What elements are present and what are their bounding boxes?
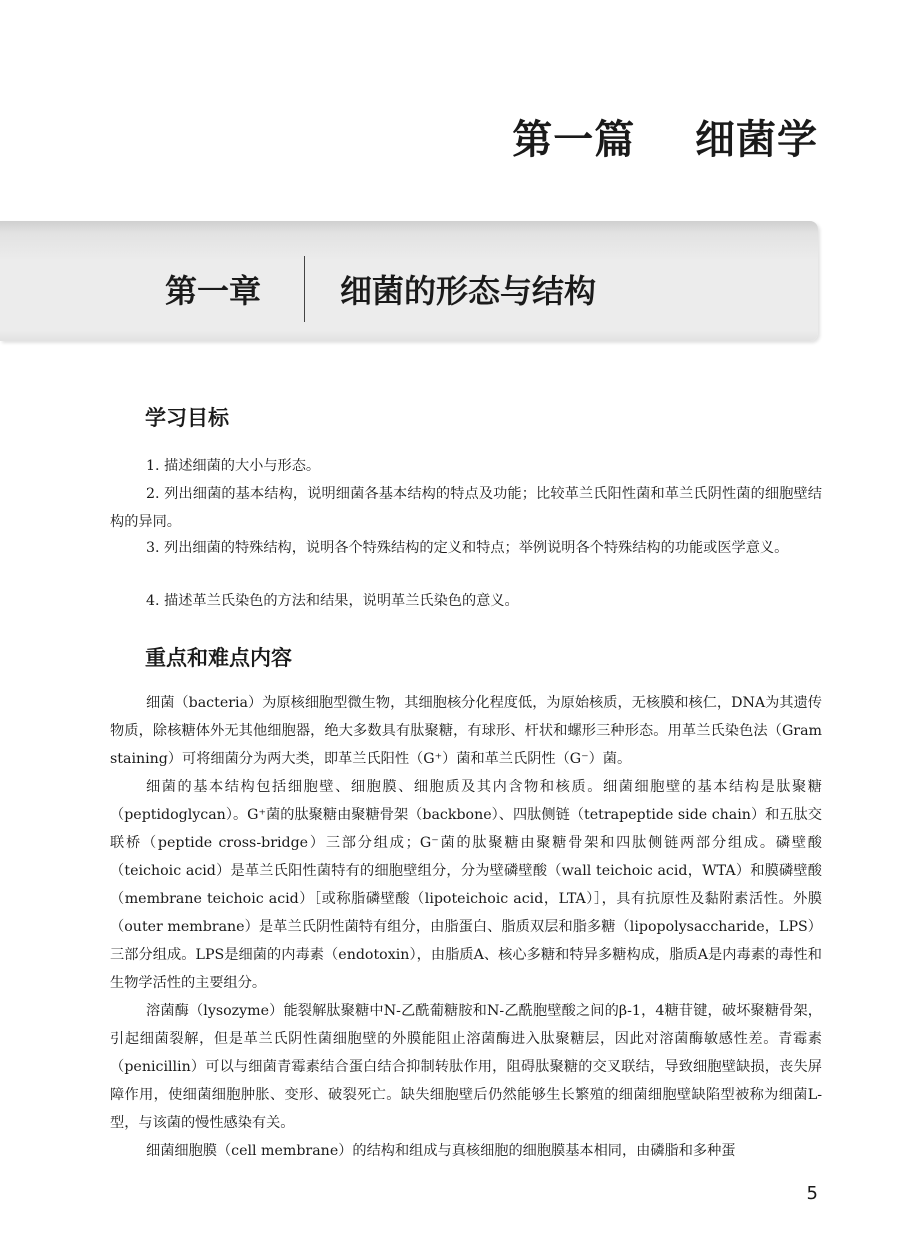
objective-item: 1. 描述细菌的大小与形态。 — [146, 458, 321, 474]
chapter-title: 细菌的形态与结构 — [340, 272, 597, 310]
chapter-number: 第一章 — [165, 272, 262, 310]
objective-item: 2. 列出细菌的基本结构，说明细菌各基本结构的特点及功能；比较革兰氏阳性菌和革兰氏阴性菌的细胞壁结构的异同。 — [110, 486, 822, 530]
objectives-heading: 学习目标 — [145, 406, 229, 430]
page-number: 5 — [806, 1183, 818, 1204]
objective-item: 4. 描述革兰氏染色的方法和结果，说明革兰氏染色的意义。 — [146, 593, 519, 609]
objective-item: 3. 列出细菌的特殊结构，说明各个特殊结构的定义和特点；举例说明各个特殊结构的功能或医学意义。 — [146, 540, 789, 556]
key-points-body — [110, 689, 822, 1165]
body-paragraph: 溶菌酶（lysozyme）能裂解肽聚糖中N-乙酰葡糖胺和N-乙酰胞壁酸之间的β-1，4糖苷键，破坏聚糖骨架，引起细菌裂解，但是革兰氏阴性菌细胞壁的外膜能阻止溶菌酶进入肽聚糖层，因此对溶菌酶敏感性差。青霉素（penicillin）可以与细菌青霉素结合蛋白结合抑制转肽作用，阻碍肽聚糖的交叉联结，导致细胞壁缺损，丧失屏障作用，使细菌细胞肿胀、变形、破裂死亡。缺失细胞壁后仍然能够生长繁殖的细菌细胞壁缺陷型被称为细菌L-型，与该菌的慢性感染有关。 — [110, 1003, 822, 1131]
part-title: 第一篇 细菌学 — [512, 117, 818, 163]
body-paragraph: 细菌（bacteria）为原核细胞型微生物，其细胞核分化程度低，为原始核质，无核膜和核仁，DNA为其遗传物质，除核糖体外无其他细胞器，绝大多数具有肽聚糖，有球形、杆状和螺形三种形态。用革兰氏染色法（Gram staining）可将细菌分为两大类，即革兰氏阳性（G⁺）菌和革兰氏阴性（G⁻）菌。 — [110, 695, 822, 767]
key-points-heading: 重点和难点内容 — [145, 646, 292, 670]
body-paragraph: 细菌细胞膜（cell membrane）的结构和组成与真核细胞的细胞膜基本相同，由磷脂和多种蛋 — [146, 1143, 736, 1159]
body-paragraph: 细菌的基本结构包括细胞壁、细胞膜、细胞质及其内含物和核质。细菌细胞壁的基本结构是肽聚糖（peptidoglycan）。G⁺菌的肽聚糖由聚糖骨架（backbone）、四肽侧链（tetrapeptide side chain）和五肽交联桥（peptide cross-bridge）三部分组成；G⁻菌的肽聚糖由聚糖骨架和四肽侧链两部分组成。磷壁酸（teichoic acid）是革兰氏阳性菌特有的细胞壁组分，分为壁磷壁酸（wall teichoic acid，WTA）和膜磷壁酸（membrane teichoic acid）［或称脂磷壁酸（lipoteichoic acid，LTA）］，具有抗原性及黏附素活性。外膜（outer membrane）是革兰氏阴性菌特有组分，由脂蛋白、脂质双层和脂多糖（lipopolysaccharide，LPS）三部分组成。LPS是细菌的内毒素（endotoxin），由脂质A、核心多糖和特异多糖构成，脂质A是内毒素的毒性和生物学活性的主要组分。 — [110, 779, 822, 991]
chapter-divider — [304, 256, 305, 322]
